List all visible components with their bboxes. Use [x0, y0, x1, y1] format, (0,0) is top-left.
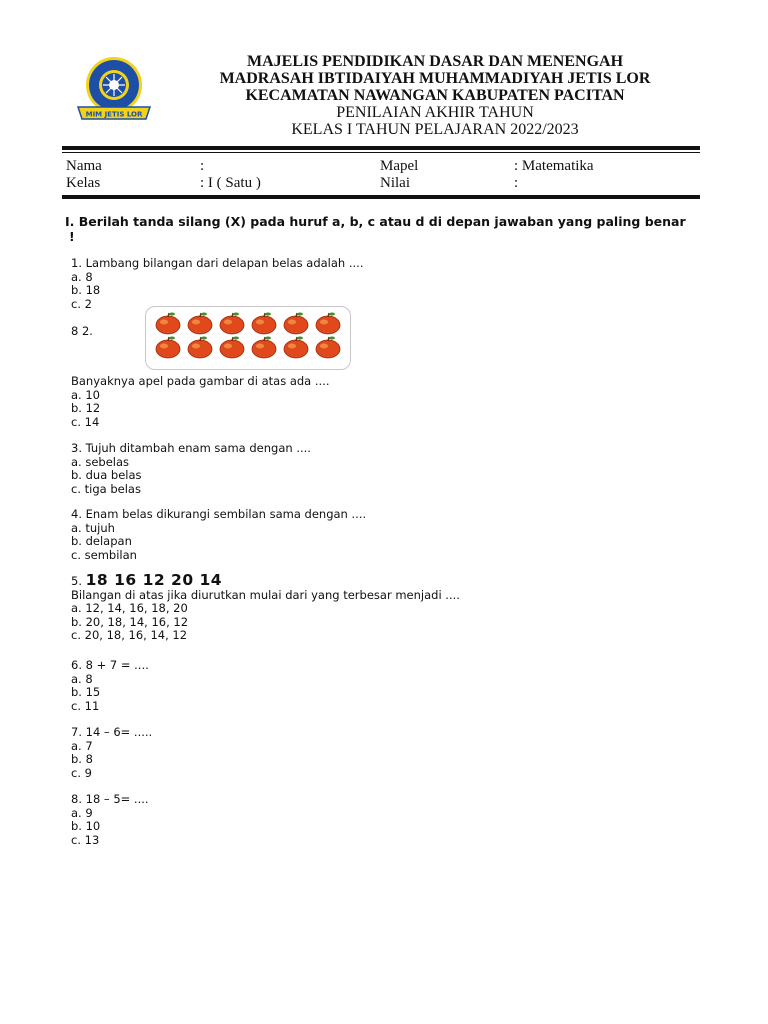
option-b: b. dua belas — [71, 468, 142, 482]
apple-icon — [316, 337, 340, 359]
apple-icon — [188, 337, 212, 359]
nama-label: Nama — [66, 158, 102, 174]
apple-icon — [220, 337, 244, 359]
option-a: a. 12, 14, 16, 18, 20 — [71, 601, 188, 615]
kelas-label: Kelas — [66, 175, 101, 191]
apple-icon — [252, 337, 276, 359]
question-text: 4. Enam belas dikurangi sembilan sama dengan .... — [71, 507, 367, 521]
nama-colon: : — [200, 158, 205, 174]
kelas-value: : I ( Satu ) — [200, 175, 261, 191]
mapel-label: Mapel — [380, 158, 419, 174]
apple-icon — [316, 313, 340, 335]
question-text: 3. Tujuh ditambah enam sama dengan .... — [71, 441, 311, 455]
apple-icon — [220, 313, 244, 335]
option-c: c. 2 — [71, 296, 92, 311]
option-a: a. 7 — [71, 738, 93, 753]
logo-emblem-icon — [72, 55, 156, 127]
question-text: 8. 18 – 5= .... — [71, 792, 149, 806]
header-divider-top — [62, 146, 700, 150]
nilai-colon: : — [514, 175, 519, 191]
option-c: c. 9 — [71, 765, 92, 780]
option-c: c. 11 — [71, 698, 100, 713]
apple-icon — [156, 337, 180, 359]
question-7 — [71, 726, 152, 780]
option-c: c. tiga belas — [71, 481, 141, 496]
header-line-3: KECAMATAN NAWANGAN KABUPATEN PACITAN — [245, 87, 625, 104]
number-sequence: 18 16 12 20 14 — [85, 571, 223, 589]
option-a: a. 8 — [71, 269, 93, 284]
identity-divider — [62, 195, 700, 199]
instruction-tail: ! — [69, 229, 75, 244]
header-divider-thin — [62, 152, 700, 153]
apple-icon — [156, 313, 180, 335]
question-4 — [71, 508, 366, 562]
option-b: b. 15 — [71, 685, 101, 699]
question-5 — [71, 571, 460, 643]
question-8 — [71, 793, 149, 847]
header-line-1: MAJELIS PENDIDIKAN DASAR DAN MENENGAH — [246, 53, 624, 70]
apple-icon — [284, 313, 308, 335]
header-line-5: KELAS I TAHUN PELAJARAN 2022/2023 — [291, 121, 579, 138]
option-b: b. 12 — [71, 401, 101, 415]
question-2 — [71, 375, 330, 429]
instruction — [65, 214, 695, 244]
apple-group — [146, 307, 350, 369]
option-a: a. tujuh — [71, 520, 115, 535]
question-6 — [71, 659, 149, 713]
question-text: Banyaknya apel pada gambar di atas ada .... — [71, 374, 330, 388]
option-c: c. 13 — [71, 832, 100, 847]
nilai-label: Nilai — [380, 175, 410, 191]
header-line-4: PENILAIAN AKHIR TAHUN — [336, 104, 534, 121]
question-5-header — [71, 571, 460, 589]
question-text: 6. 8 + 7 = .... — [71, 658, 149, 672]
option-b: b. delapan — [71, 534, 132, 548]
option-b: b. 8 — [71, 752, 93, 766]
option-b: b. 10 — [71, 819, 101, 833]
apple-icon — [188, 313, 212, 335]
header-line-2: MADRASAH IBTIDAIYAH MUHAMMADIYAH JETIS LOR — [219, 70, 651, 87]
question-2-label: 8 2. — [71, 324, 93, 338]
apple-picture — [145, 306, 351, 370]
question-3 — [71, 442, 311, 496]
option-c: c. 20, 18, 16, 14, 12 — [71, 628, 188, 642]
question-text: 1. Lambang bilangan dari delapan belas adalah .... — [71, 256, 364, 270]
option-a: a. 10 — [71, 387, 100, 402]
option-c: c. 14 — [71, 414, 100, 429]
question-text: 7. 14 – 6= ..... — [71, 725, 153, 739]
option-b: b. 20, 18, 14, 16, 12 — [71, 614, 189, 629]
logo-ribbon-text: MIM JETIS LOR — [85, 110, 143, 119]
mapel-value: : Matematika — [514, 158, 594, 174]
option-b: b. 18 — [71, 283, 101, 297]
option-a: a. 9 — [71, 805, 93, 820]
option-a: a. sebelas — [71, 454, 130, 469]
option-c: c. sembilan — [71, 547, 137, 562]
option-a: a. 8 — [71, 671, 93, 686]
question-1 — [71, 257, 364, 311]
apple-icon — [284, 337, 308, 359]
question-text: Bilangan di atas jika diurutkan mulai dari yang terbesar menjadi .... — [71, 587, 460, 602]
apple-icon — [252, 313, 276, 335]
question-number: 5. — [71, 574, 82, 588]
instruction-text: I. Berilah tanda silang (X) pada huruf a, b, c atau d di depan jawaban yang paling benar — [65, 214, 686, 229]
school-logo — [72, 55, 156, 127]
